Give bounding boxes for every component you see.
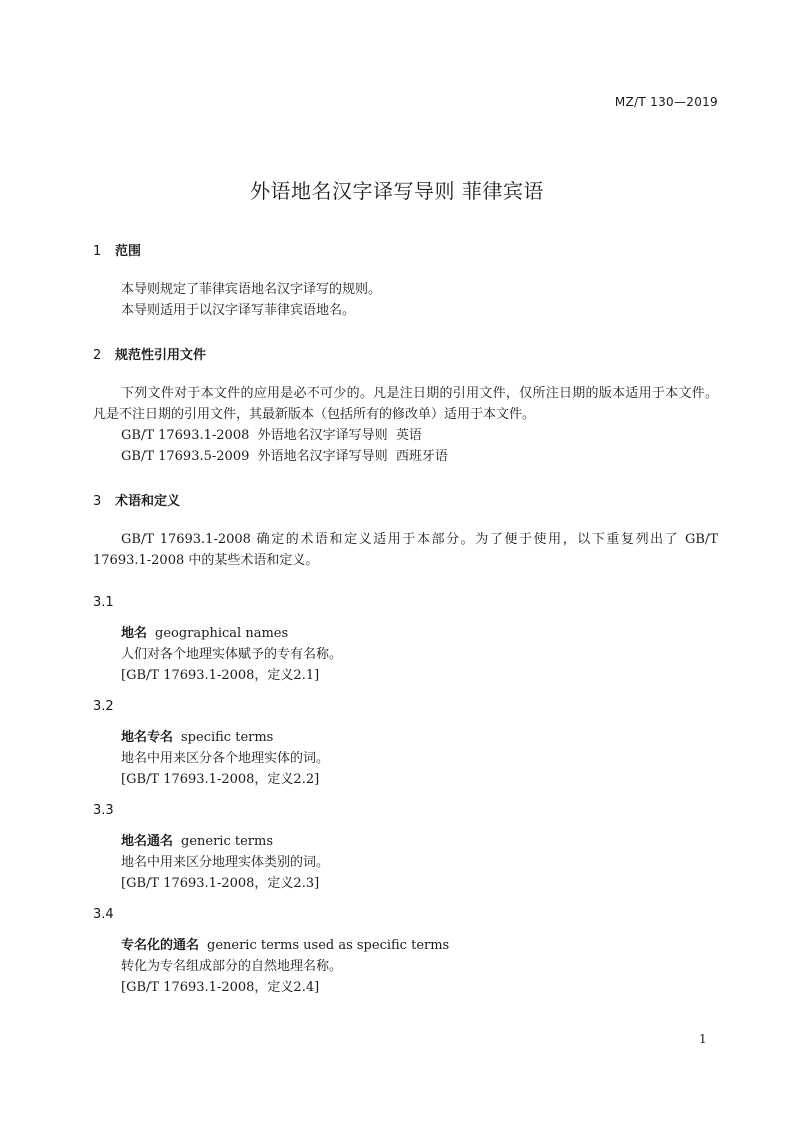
term-entry xyxy=(121,935,449,956)
section-number: 1 xyxy=(93,244,102,259)
term-number: 3.4 xyxy=(93,907,114,922)
section-heading-scope xyxy=(93,240,141,259)
references-paragraph: 下列文件对于本文件的应用是必不可少的。凡是注日期的引用文件，仅所注日期的版本适用于本文件。凡是不注日期的引用文件，其最新版本（包括所有的修改单）适用于本文件。 xyxy=(93,386,718,422)
section-heading-normative-references xyxy=(93,344,206,363)
term-source: [GB/T 17693.1-2008，定义2.2] xyxy=(121,772,320,787)
term-definition: 地名中用来区分各个地理实体的词。 xyxy=(121,751,330,766)
term-name-en: geographical names xyxy=(155,626,289,641)
term-name-zh: 地名专名 xyxy=(121,730,174,745)
term-name-en: generic terms used as specific terms xyxy=(207,938,450,953)
standard-code: MZ/T 130—2019 xyxy=(614,95,718,109)
term-definition: 转化为专名组成部分的自然地理名称。 xyxy=(121,959,343,974)
section-number: 3 xyxy=(93,494,102,509)
term-number: 3.1 xyxy=(93,595,114,610)
section-title: 范围 xyxy=(115,244,142,259)
term-number: 3.2 xyxy=(93,699,114,714)
page-number: 1 xyxy=(699,1032,707,1046)
term-entry xyxy=(121,623,288,644)
term-source: [GB/T 17693.1-2008，定义2.4] xyxy=(121,980,320,995)
section-heading-terms-definitions xyxy=(93,490,180,509)
reference-item: GB/T 17693.5-2009 外语地名汉字译写导则 西班牙语 xyxy=(121,449,448,464)
term-definition: 地名中用来区分地理实体类别的词。 xyxy=(121,855,330,870)
section-number: 2 xyxy=(93,348,102,363)
document-title: 外语地名汉字译写导则 菲律宾语 xyxy=(250,179,544,203)
term-source: [GB/T 17693.1-2008，定义2.3] xyxy=(121,876,320,891)
term-name-en: specific terms xyxy=(181,730,274,745)
scope-line: 本导则适用于以汉字译写菲律宾语地名。 xyxy=(121,303,356,318)
term-number: 3.3 xyxy=(93,803,114,818)
term-entry xyxy=(121,831,273,852)
reference-item: GB/T 17693.1-2008 外语地名汉字译写导则 英语 xyxy=(121,428,422,443)
term-name-en: generic terms xyxy=(181,834,274,849)
terms-paragraph: GB/T 17693.1-2008 确定的术语和定义适用于本部分。为了便于使用，以下重复列出了 GB/T 17693.1-2008 中的某些术语和定义。 xyxy=(93,532,718,568)
term-name-zh: 地名通名 xyxy=(121,834,174,849)
scope-line: 本导则规定了菲律宾语地名汉字译写的规则。 xyxy=(121,282,382,297)
section-title: 规范性引用文件 xyxy=(115,348,207,363)
term-name-zh: 专名化的通名 xyxy=(121,938,200,953)
term-entry xyxy=(121,727,273,748)
term-name-zh: 地名 xyxy=(121,626,148,641)
term-definition: 人们对各个地理实体赋予的专有名称。 xyxy=(121,647,343,662)
section-title: 术语和定义 xyxy=(115,494,181,509)
term-source: [GB/T 17693.1-2008，定义2.1] xyxy=(121,668,320,683)
